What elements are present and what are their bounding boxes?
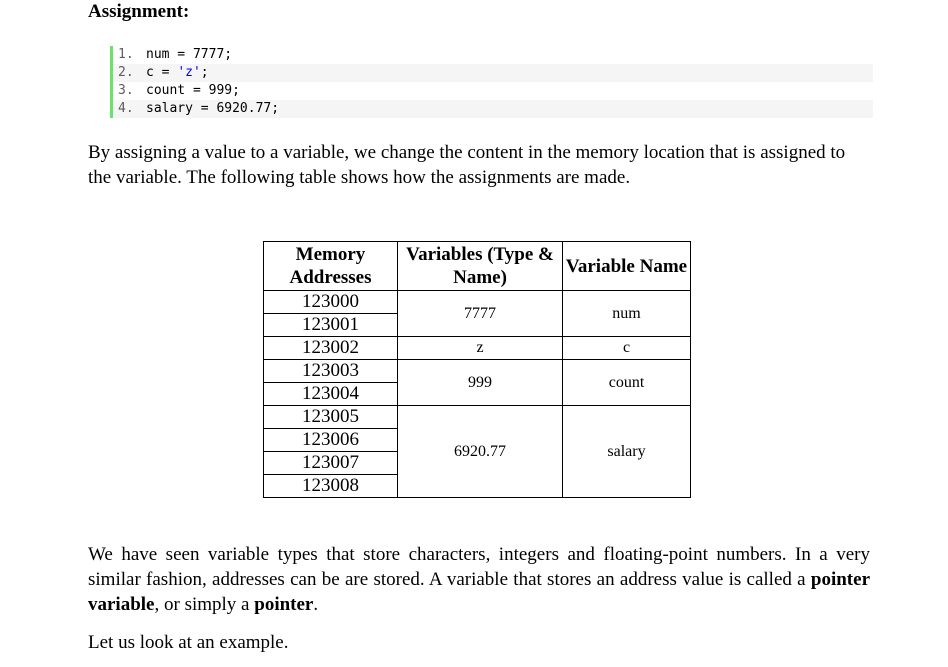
line-number: 2. (118, 65, 134, 80)
address-cell: 123007 (264, 452, 398, 475)
code-line (113, 64, 873, 82)
line-number: 3. (118, 83, 134, 98)
line-number: 1. (118, 47, 134, 62)
paragraph-text: We have seen variable types that store characters, integers and floating-point numbers. In a very similar fashion, addresses can be are stored. A variable that stores an address value is called a (88, 544, 870, 590)
code-text: ; (200, 65, 209, 80)
address-cell: 123002 (264, 337, 398, 360)
paragraph-text: . (313, 594, 319, 615)
address-cell: 123003 (264, 360, 398, 383)
address-cell: 123000 (264, 291, 398, 314)
value-cell: 999 (398, 360, 563, 406)
address-cell: 123006 (264, 429, 398, 452)
section-heading: Assignment: (88, 1, 190, 22)
code-text: num = 7777; (146, 47, 233, 62)
address-cell: 123008 (264, 475, 398, 498)
name-cell: c (563, 337, 691, 360)
table-row (264, 291, 691, 314)
example-intro: Let us look at an example. (88, 632, 289, 653)
code-text: salary = 6920.77; (146, 101, 280, 116)
code-text: c = (146, 65, 178, 80)
table-row (264, 360, 691, 383)
address-cell: 123004 (264, 383, 398, 406)
value-cell: 6920.77 (398, 406, 563, 498)
header-memory-addresses: Memory Addresses (264, 242, 398, 291)
code-line (113, 46, 873, 64)
address-cell: 123005 (264, 406, 398, 429)
name-cell: salary (563, 406, 691, 498)
code-block (110, 46, 873, 118)
table-header-row (264, 242, 691, 291)
term-pointer-variable: pointer variable (88, 569, 870, 615)
table-row (264, 406, 691, 429)
code-string: 'z' (177, 65, 201, 80)
address-cell: 123001 (264, 314, 398, 337)
name-cell: num (563, 291, 691, 337)
pointer-paragraph (88, 542, 870, 617)
value-cell: 7777 (398, 291, 563, 337)
term-pointer: pointer (254, 594, 314, 615)
header-variables-type-name: Variables (Type & Name) (398, 242, 563, 291)
name-cell: count (563, 360, 691, 406)
header-variable-name: Variable Name (563, 242, 691, 291)
code-text: count = 999; (146, 83, 240, 98)
table-row (264, 337, 691, 360)
code-line (113, 82, 873, 100)
intro-paragraph: By assigning a value to a variable, we change the content in the memory location that is assigned to the variable. The following table shows how the assignments are made. (88, 142, 846, 188)
paragraph-text: , or simply a (154, 594, 255, 615)
line-number: 4. (118, 101, 134, 116)
memory-table (263, 241, 691, 498)
value-cell: z (398, 337, 563, 360)
code-line (113, 100, 873, 118)
